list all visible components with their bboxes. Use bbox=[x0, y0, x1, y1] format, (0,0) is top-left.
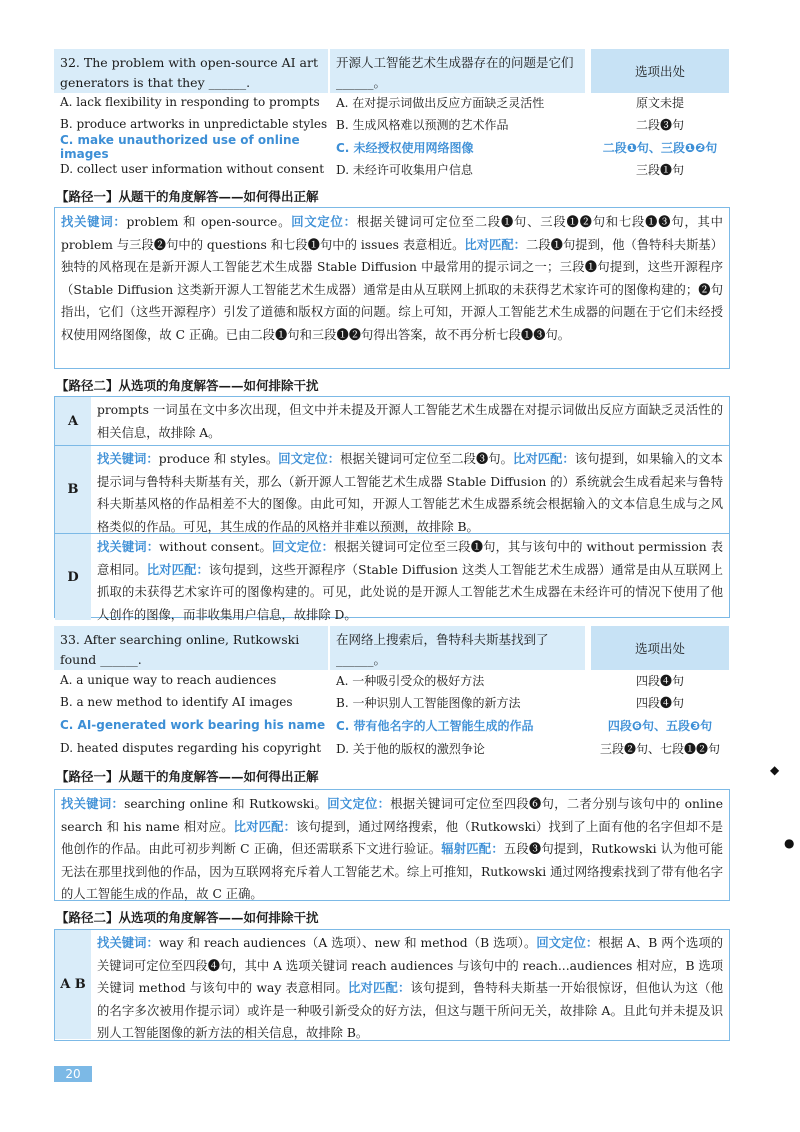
option-en: A. a unique way to reach audiences bbox=[60, 673, 277, 687]
row-label: A B bbox=[55, 930, 91, 1039]
keyword-label: 比对匹配： bbox=[347, 981, 411, 995]
option-zh: C. 未经授权使用网络图像 bbox=[336, 140, 474, 155]
analysis-text: produce 和 styles。 bbox=[158, 452, 279, 466]
analysis-text: 该句提到，如果输入的文本提示词与鲁特科夫斯基有关，那么（新开源人工智能艺术生成器 Stable Diffusion 的）系统就会生成看起来与鲁特科夫斯基风格的作品相差不大的图像。由此可知，开源人工智能艺术生成器系统会根据输入的文本信息生成与之风格类似的作品。可见，其生成的作品的风格并非难以预测，故排除 B。 bbox=[97, 452, 723, 534]
q33-path1-title: 【路径一】从题干的角度解答——如何得出正解 bbox=[56, 769, 319, 784]
option-en: A. lack flexibility in responding to prompts bbox=[60, 95, 320, 109]
analysis-text: searching online 和 Rutkowski。 bbox=[124, 797, 328, 811]
keyword-label: 比对匹配： bbox=[146, 562, 209, 577]
q33-option-a bbox=[60, 669, 730, 691]
q32-source-header: 选项出处 bbox=[591, 49, 729, 93]
q32-path2-title: 【路径二】从选项的角度解答——如何排除干扰 bbox=[56, 378, 319, 393]
keyword-label: 找关键词： bbox=[97, 540, 160, 554]
q32-path1-title: 【路径一】从题干的角度解答——如何得出正解 bbox=[56, 189, 319, 204]
q32-path1-box bbox=[54, 207, 730, 369]
q32-option-c-correct bbox=[60, 133, 730, 161]
q32-row-a bbox=[55, 397, 729, 446]
option-source: 三段❶句 bbox=[635, 162, 684, 177]
option-en: B. produce artworks in unpredictable styles bbox=[60, 117, 328, 131]
q32-question-en: 32. The problem with open-source AI art generators is that they ______. bbox=[54, 49, 328, 93]
option-en: C. make unauthorized use of online images bbox=[60, 133, 300, 161]
analysis-text: 根据关键词可定位至三段❶句，其与该句中的 without permission 表意相同。 bbox=[97, 540, 723, 577]
q32-row-b bbox=[55, 446, 729, 534]
q32-option-a bbox=[60, 91, 730, 113]
analysis-text: 该句提到，鲁特科夫斯基一开始很惊讶，但他认为这（他的名字多次被用作提示词）或许是一种吸引新受众的好方法，但这与题干所问无关，故排除 A。且此句并未提及识别人工智能图像的新方法的相关信息，故排除 B。 bbox=[97, 981, 723, 1040]
q32-row-d bbox=[55, 534, 729, 620]
q32-option-d bbox=[60, 158, 730, 180]
keyword-label: 回文定位： bbox=[278, 452, 341, 466]
q33-row-ab bbox=[55, 930, 729, 1039]
keyword-label: 找关键词： bbox=[61, 215, 127, 229]
keyword-label: 回文定位： bbox=[291, 215, 357, 229]
q32-path2-table bbox=[54, 396, 730, 622]
row-label: B bbox=[55, 446, 91, 533]
keyword-label: 比对匹配： bbox=[513, 452, 575, 466]
option-source: 三段❷句、七段❶❷句 bbox=[599, 741, 720, 756]
q33-header bbox=[54, 626, 729, 670]
option-zh: D. 关于他的版权的激烈争论 bbox=[336, 741, 485, 756]
analysis-text: 五段❸句提到，Rutkowski 认为他可能无法在那里找到他的作品，因为互联网将充斥着人工智能艺术。综上可推知，Rutkowski 通过网络搜索找到了带有他名字的人工智能生成的作品，故 C 正确。 bbox=[61, 842, 723, 901]
option-source: 原文未提 bbox=[635, 95, 684, 110]
keyword-label: 找关键词： bbox=[97, 452, 159, 466]
option-source: 二段❸句 bbox=[635, 117, 684, 132]
keyword-label: 回文定位： bbox=[327, 797, 391, 811]
analysis-text: 该句提到，这些开源程序（Stable Diffusion 这类人工智能艺术生成器）通常是由从互联网上抓取的未获得艺术家许可的图像构建的。可见，此处说的是开源人工智能艺术生成器在未经许可的情况下使用了他人创作的图像，而非收集用户信息，故排除 D。 bbox=[97, 562, 723, 622]
option-source: 二段❶句、三段❶❷句 bbox=[602, 140, 718, 155]
analysis-text: 根据 A、B 两个选项的关键词可定位至四段❹句，其中 A 选项关键词 reach audiences 与该句中的 reach...audiences 相对应，B 选项关键词 method 与该句中的 way 表意相同。 bbox=[97, 936, 723, 995]
analysis-text: 二段❶句提到，他（鲁特科夫斯基）独特的风格现在是新开源人工智能艺术生成器 Stable Diffusion 中最常用的提示词之一；三段❶句提到，这些开源程序（Stable Diffusion 这类新开源人工智能艺术生成器）通常是由从互联网上抓取的未获得艺术家许可的图像构建的；❷句指出，它们（这些开源程序）引发了道德和版权方面的问题。综上可知，开源人工智能艺术生成器的问题在于它们未经授权使用网络图像，故 C 正确。已由二段❶句和三段❶❷句得出答案，故不再分析七段❶❸句。 bbox=[61, 237, 723, 342]
keyword-label: 回文定位： bbox=[536, 936, 599, 950]
keyword-label: 找关键词： bbox=[61, 797, 125, 811]
analysis-text: 根据关键词可定位至二段❶句、三段❶❷句和七段❶❸句，其中 problem 与三段❷句中的 questions 和七段❶句中的 issues 表意相近。 bbox=[61, 215, 723, 252]
row-text bbox=[91, 930, 729, 1039]
analysis-text: way 和 reach audiences（A 选项）、new 和 method（B 选项）。 bbox=[158, 936, 537, 950]
q32-question-zh: 开源人工智能艺术生成器存在的问题是它们______。 bbox=[330, 49, 585, 93]
option-source: 四段❹句 bbox=[635, 695, 684, 710]
analysis-text: 根据关键词可定位至四段❻句，二者分别与该句中的 online search 和 his name 相对应。 bbox=[61, 797, 724, 834]
option-en: D. heated disputes regarding his copyright bbox=[60, 741, 322, 755]
row-text bbox=[91, 534, 729, 620]
option-zh: C. 带有他名字的人工智能生成的作品 bbox=[336, 718, 534, 733]
scan-mark-icon: ◆ bbox=[770, 763, 780, 777]
option-en: C. AI-generated work bearing his name bbox=[60, 718, 326, 732]
row-label: D bbox=[55, 534, 91, 620]
option-en: B. a new method to identify AI images bbox=[60, 695, 293, 709]
q33-option-d bbox=[60, 737, 730, 759]
q33-option-c-correct bbox=[60, 714, 730, 736]
analysis-text: problem 和 open-source。 bbox=[126, 215, 292, 229]
option-zh: B. 一种识别人工智能图像的新方法 bbox=[336, 695, 521, 710]
page-number: 20 bbox=[54, 1066, 92, 1082]
option-source: 四段❻句、五段❸句 bbox=[607, 718, 713, 733]
analysis-text: 该句提到，通过网络搜索，他（Rutkowski）找到了上面有他的名字但却不是他创作的作品。由此可初步判断 C 正确，但还需联系下文进行验证。 bbox=[61, 819, 723, 856]
q33-question-en: 33. After searching online, Rutkowski found ______. bbox=[54, 626, 328, 670]
q33-source-header: 选项出处 bbox=[591, 626, 729, 670]
q33-option-b bbox=[60, 691, 730, 713]
row-label: A bbox=[55, 397, 91, 445]
keyword-label: 回文定位： bbox=[271, 540, 335, 554]
q32-option-b bbox=[60, 113, 730, 135]
q33-path1-box bbox=[54, 789, 730, 901]
option-en: D. collect user information without consent bbox=[60, 162, 325, 176]
keyword-label: 比对匹配： bbox=[233, 819, 297, 834]
q33-path2-table bbox=[54, 929, 730, 1041]
option-zh: A. 在对提示词做出反应方面缺乏灵活性 bbox=[336, 95, 545, 110]
q33-path2-title: 【路径二】从选项的角度解答——如何排除干扰 bbox=[56, 910, 319, 925]
analysis-text: without consent。 bbox=[159, 540, 272, 554]
keyword-label: 比对匹配： bbox=[464, 237, 526, 252]
row-text bbox=[91, 446, 729, 533]
option-zh: B. 生成风格难以预测的艺术作品 bbox=[336, 117, 509, 132]
scan-mark-icon: ● bbox=[784, 836, 795, 850]
analysis-text: prompts 一词虽在文中多次出现，但文中并未提及开源人工智能艺术生成器在对提示词做出反应方面缺乏灵活性的相关信息，故排除 A。 bbox=[97, 403, 723, 440]
row-text bbox=[91, 397, 729, 445]
q32-header bbox=[54, 49, 729, 93]
q33-question-zh: 在网络上搜索后，鲁特科夫斯基找到了______。 bbox=[330, 626, 585, 670]
keyword-label: 找关键词： bbox=[97, 936, 159, 950]
option-source: 四段❹句 bbox=[635, 673, 684, 688]
option-zh: A. 一种吸引受众的极好方法 bbox=[336, 673, 485, 688]
option-zh: D. 未经许可收集用户信息 bbox=[336, 162, 473, 177]
keyword-label: 辐射匹配： bbox=[441, 842, 504, 856]
analysis-text: 根据关键词可定位至二段❸句。 bbox=[340, 452, 513, 466]
